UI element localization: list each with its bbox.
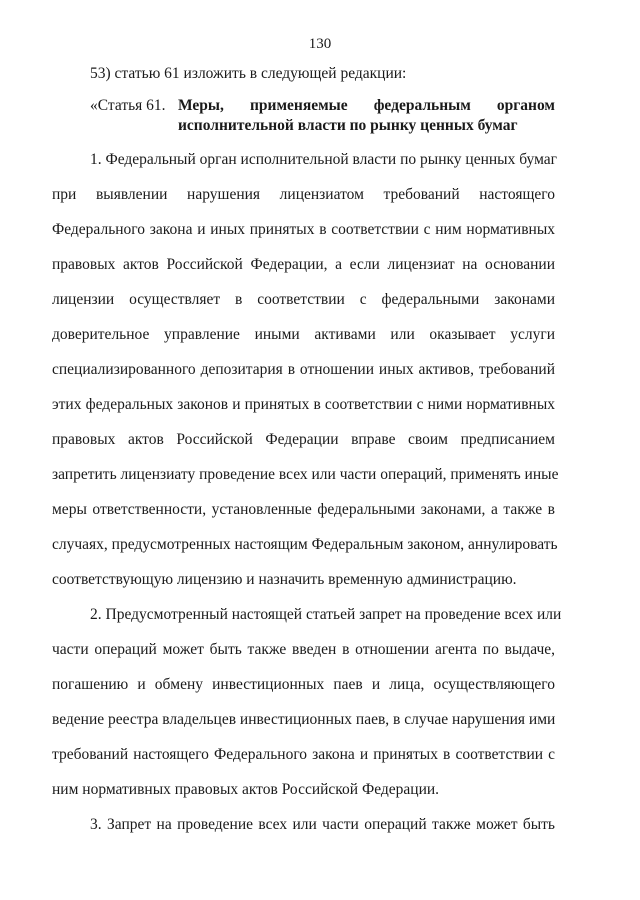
- paragraph-line: меры ответственности, установленные федеральными законами, а также в: [52, 501, 555, 518]
- paragraph-line: части операций может быть также введен в отношении агента по выдаче,: [52, 641, 555, 658]
- amendment-intro: 53) статью 61 изложить в следующей редакции:: [90, 65, 407, 82]
- paragraph-line: 1. Федеральный орган исполнительной власти по рынку ценных бумаг: [90, 151, 558, 168]
- page-number: 130: [308, 36, 332, 52]
- article-label: «Статья 61.: [90, 97, 166, 114]
- paragraph-line: 2. Предусмотренный настоящей статьей запрет на проведение всех или: [90, 606, 562, 623]
- paragraph-line: соответствующую лицензию и назначить временную администрацию.: [52, 571, 517, 588]
- paragraph-line: требований настоящего Федерального закона и принятых в соответствии с: [52, 746, 555, 763]
- article-title-line-2: исполнительной власти по рынку ценных бумаг: [178, 117, 518, 134]
- paragraph-line: погашению и обмену инвестиционных паев и лица, осуществляющего: [52, 676, 555, 693]
- paragraph-line: ним нормативных правовых актов Российской Федерации.: [52, 781, 440, 798]
- article-title-line-1: Меры, применяемые федеральным органом: [178, 97, 555, 114]
- paragraph-line: лицензии осуществляет в соответствии с федеральными законами: [52, 291, 555, 308]
- paragraph-line: случаях, предусмотренных настоящим Федеральным законом, аннулировать: [52, 536, 558, 553]
- paragraph-line: при выявлении нарушения лицензиатом требований настоящего: [52, 186, 555, 203]
- paragraph-line: Федерального закона и иных принятых в соответствии с ним нормативных: [52, 221, 555, 238]
- paragraph-line: этих федеральных законов и принятых в соответствии с ними нормативных: [52, 396, 555, 413]
- paragraph-line: запретить лицензиату проведение всех или части операций, применять иные: [52, 466, 559, 483]
- paragraph-line: ведение реестра владельцев инвестиционных паев, в случае нарушения ими: [52, 711, 556, 728]
- paragraph-line: специализированного депозитария в отношении иных активов, требований: [52, 361, 555, 378]
- paragraph-line: правовых актов Российской Федерации вправе своим предписанием: [52, 431, 555, 448]
- paragraph-line: правовых актов Российской Федерации, а если лицензиат на основании: [52, 256, 555, 273]
- paragraph-line: доверительное управление иными активами или оказывает услуги: [52, 326, 555, 343]
- paragraph-line: 3. Запрет на проведение всех или части операций также может быть: [90, 816, 555, 833]
